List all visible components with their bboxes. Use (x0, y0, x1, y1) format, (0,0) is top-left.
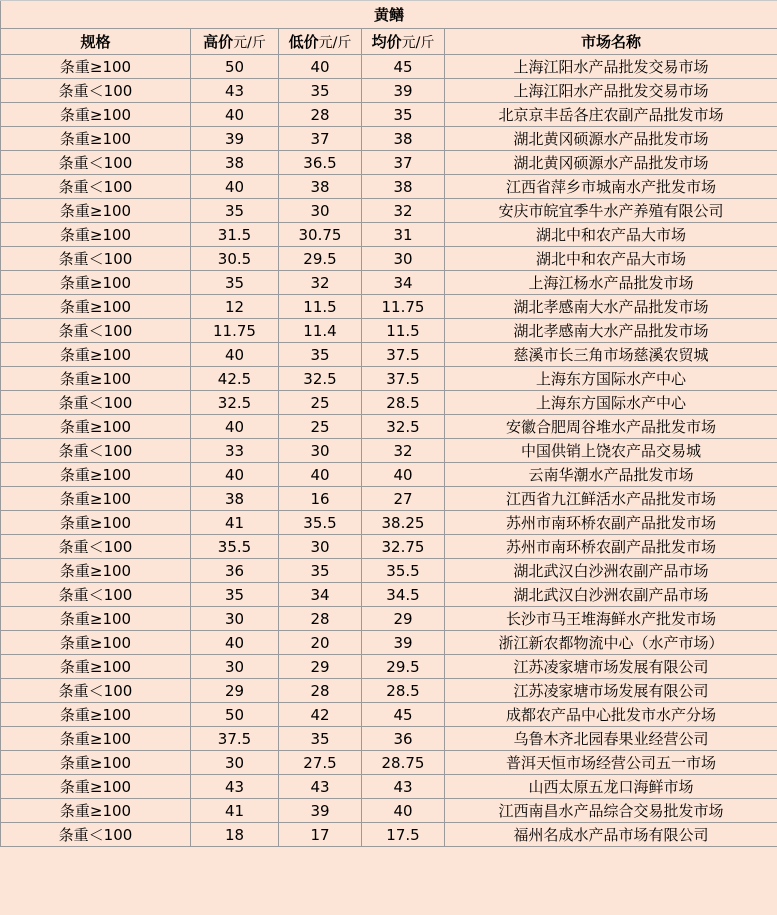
cell-high-price: 12 (191, 295, 279, 319)
cell-spec: 条重≥100 (1, 415, 191, 439)
cell-high-price: 40 (191, 103, 279, 127)
cell-low-price: 34 (279, 583, 362, 607)
cell-spec: 条重≥100 (1, 367, 191, 391)
table-row (1, 487, 777, 511)
cell-spec: 条重＜100 (1, 583, 191, 607)
cell-low-price: 29 (279, 655, 362, 679)
cell-low-price: 32 (279, 271, 362, 295)
table-row (1, 583, 777, 607)
table-row (1, 103, 777, 127)
cell-spec: 条重≥100 (1, 751, 191, 775)
cell-low-price: 28 (279, 103, 362, 127)
cell-market-name: 浙江新农都物流中心（水产市场） (445, 631, 777, 655)
cell-low-price: 35 (279, 343, 362, 367)
cell-spec: 条重＜100 (1, 175, 191, 199)
cell-low-price: 36.5 (279, 151, 362, 175)
cell-market-name: 湖北中和农产品大市场 (445, 223, 777, 247)
cell-market-name: 普洱天恒市场经营公司五一市场 (445, 751, 777, 775)
cell-market-name: 中国供销上饶农产品交易城 (445, 439, 777, 463)
table-row (1, 79, 777, 103)
cell-low-price: 35.5 (279, 511, 362, 535)
cell-market-name: 安徽合肥周谷堆水产品批发市场 (445, 415, 777, 439)
cell-spec: 条重≥100 (1, 559, 191, 583)
table-row (1, 343, 777, 367)
table-row (1, 391, 777, 415)
cell-high-price: 41 (191, 511, 279, 535)
cell-market-name: 湖北孝感南大水产品批发市场 (445, 319, 777, 343)
header-low-label: 低价 (288, 33, 319, 51)
cell-spec: 条重＜100 (1, 247, 191, 271)
table-title: 黄鳝 (1, 1, 777, 29)
table-row (1, 607, 777, 631)
cell-market-name: 湖北武汉白沙洲农副产品市场 (445, 583, 777, 607)
cell-spec: 条重≥100 (1, 655, 191, 679)
cell-avg-price: 37.5 (362, 367, 445, 391)
cell-high-price: 42.5 (191, 367, 279, 391)
table-row (1, 799, 777, 823)
cell-market-name: 湖北中和农产品大市场 (445, 247, 777, 271)
cell-avg-price: 43 (362, 775, 445, 799)
table-row (1, 655, 777, 679)
cell-high-price: 35 (191, 271, 279, 295)
cell-high-price: 30 (191, 655, 279, 679)
cell-market-name: 长沙市马王堆海鲜水产批发市场 (445, 607, 777, 631)
cell-high-price: 40 (191, 631, 279, 655)
table-row (1, 295, 777, 319)
cell-avg-price: 17.5 (362, 823, 445, 847)
cell-high-price: 31.5 (191, 223, 279, 247)
table-row (1, 367, 777, 391)
header-avg (362, 29, 445, 55)
cell-spec: 条重＜100 (1, 679, 191, 703)
cell-avg-price: 34.5 (362, 583, 445, 607)
cell-market-name: 江西南昌水产品综合交易批发市场 (445, 799, 777, 823)
cell-low-price: 20 (279, 631, 362, 655)
cell-spec: 条重≥100 (1, 343, 191, 367)
cell-high-price: 33 (191, 439, 279, 463)
cell-low-price: 35 (279, 559, 362, 583)
cell-high-price: 39 (191, 127, 279, 151)
table-row (1, 679, 777, 703)
cell-spec: 条重＜100 (1, 535, 191, 559)
cell-low-price: 37 (279, 127, 362, 151)
cell-low-price: 30 (279, 535, 362, 559)
cell-spec: 条重≥100 (1, 631, 191, 655)
cell-high-price: 35 (191, 199, 279, 223)
cell-market-name: 江西省萍乡市城南水产批发市场 (445, 175, 777, 199)
cell-avg-price: 39 (362, 631, 445, 655)
cell-spec: 条重≥100 (1, 703, 191, 727)
cell-market-name: 湖北孝感南大水产品批发市场 (445, 295, 777, 319)
cell-spec: 条重＜100 (1, 823, 191, 847)
cell-spec: 条重≥100 (1, 607, 191, 631)
cell-market-name: 苏州市南环桥农副产品批发市场 (445, 511, 777, 535)
table-row (1, 511, 777, 535)
cell-market-name: 山西太原五龙口海鲜市场 (445, 775, 777, 799)
cell-avg-price: 32.5 (362, 415, 445, 439)
cell-avg-price: 45 (362, 55, 445, 79)
table-row (1, 823, 777, 847)
cell-high-price: 40 (191, 463, 279, 487)
cell-market-name: 成都农产品中心批发市水产分场 (445, 703, 777, 727)
cell-market-name: 福州名成水产品市场有限公司 (445, 823, 777, 847)
table-row (1, 175, 777, 199)
header-high-label: 高价 (203, 33, 234, 51)
cell-high-price: 40 (191, 343, 279, 367)
cell-spec: 条重＜100 (1, 439, 191, 463)
cell-high-price: 30.5 (191, 247, 279, 271)
cell-high-price: 35 (191, 583, 279, 607)
cell-low-price: 35 (279, 727, 362, 751)
cell-avg-price: 29 (362, 607, 445, 631)
table-row (1, 439, 777, 463)
cell-avg-price: 37.5 (362, 343, 445, 367)
cell-avg-price: 38 (362, 175, 445, 199)
cell-low-price: 30 (279, 439, 362, 463)
cell-low-price: 30.75 (279, 223, 362, 247)
cell-low-price: 17 (279, 823, 362, 847)
cell-market-name: 上海东方国际水产中心 (445, 391, 777, 415)
table-row (1, 151, 777, 175)
cell-avg-price: 37 (362, 151, 445, 175)
cell-avg-price: 28.75 (362, 751, 445, 775)
cell-avg-price: 34 (362, 271, 445, 295)
cell-market-name: 慈溪市长三角市场慈溪农贸城 (445, 343, 777, 367)
cell-market-name: 江苏凌家塘市场发展有限公司 (445, 655, 777, 679)
cell-spec: 条重≥100 (1, 55, 191, 79)
cell-low-price: 39 (279, 799, 362, 823)
cell-spec: 条重≥100 (1, 103, 191, 127)
cell-low-price: 27.5 (279, 751, 362, 775)
cell-spec: 条重＜100 (1, 79, 191, 103)
cell-avg-price: 32.75 (362, 535, 445, 559)
table-row (1, 535, 777, 559)
cell-market-name: 上海江阳水产品批发交易市场 (445, 79, 777, 103)
header-low-unit: 元/斤 (318, 35, 352, 51)
cell-avg-price: 45 (362, 703, 445, 727)
cell-high-price: 50 (191, 55, 279, 79)
cell-market-name: 湖北黄冈硕源水产品批发市场 (445, 151, 777, 175)
table-row (1, 559, 777, 583)
cell-high-price: 11.75 (191, 319, 279, 343)
cell-avg-price: 38.25 (362, 511, 445, 535)
cell-market-name: 江苏凌家塘市场发展有限公司 (445, 679, 777, 703)
cell-low-price: 40 (279, 55, 362, 79)
table-row (1, 223, 777, 247)
cell-low-price: 25 (279, 415, 362, 439)
cell-avg-price: 32 (362, 199, 445, 223)
cell-spec: 条重≥100 (1, 511, 191, 535)
cell-spec: 条重≥100 (1, 799, 191, 823)
cell-avg-price: 36 (362, 727, 445, 751)
cell-avg-price: 28.5 (362, 391, 445, 415)
table-row (1, 247, 777, 271)
cell-market-name: 北京京丰岳各庄农副产品批发市场 (445, 103, 777, 127)
cell-high-price: 40 (191, 415, 279, 439)
cell-avg-price: 40 (362, 463, 445, 487)
cell-low-price: 30 (279, 199, 362, 223)
cell-market-name: 江西省九江鲜活水产品批发市场 (445, 487, 777, 511)
header-avg-unit: 元/斤 (401, 35, 435, 51)
cell-avg-price: 40 (362, 799, 445, 823)
cell-low-price: 29.5 (279, 247, 362, 271)
cell-avg-price: 28.5 (362, 679, 445, 703)
table-row (1, 631, 777, 655)
cell-high-price: 37.5 (191, 727, 279, 751)
cell-market-name: 苏州市南环桥农副产品批发市场 (445, 535, 777, 559)
cell-market-name: 上海东方国际水产中心 (445, 367, 777, 391)
cell-avg-price: 29.5 (362, 655, 445, 679)
header-market: 市场名称 (445, 29, 777, 55)
cell-high-price: 50 (191, 703, 279, 727)
table-row (1, 271, 777, 295)
cell-market-name: 上海江杨水产品批发市场 (445, 271, 777, 295)
table-row (1, 415, 777, 439)
cell-low-price: 11.4 (279, 319, 362, 343)
table-row (1, 463, 777, 487)
cell-spec: 条重≥100 (1, 487, 191, 511)
cell-low-price: 43 (279, 775, 362, 799)
cell-high-price: 36 (191, 559, 279, 583)
header-low (279, 29, 362, 55)
cell-low-price: 32.5 (279, 367, 362, 391)
cell-high-price: 18 (191, 823, 279, 847)
cell-avg-price: 35 (362, 103, 445, 127)
cell-high-price: 32.5 (191, 391, 279, 415)
cell-market-name: 云南华潮水产品批发市场 (445, 463, 777, 487)
cell-high-price: 29 (191, 679, 279, 703)
cell-market-name: 湖北武汉白沙洲农副产品市场 (445, 559, 777, 583)
cell-market-name: 上海江阳水产品批发交易市场 (445, 55, 777, 79)
cell-high-price: 40 (191, 175, 279, 199)
cell-avg-price: 31 (362, 223, 445, 247)
cell-avg-price: 30 (362, 247, 445, 271)
table-title-row (1, 1, 777, 29)
cell-low-price: 11.5 (279, 295, 362, 319)
cell-avg-price: 11.5 (362, 319, 445, 343)
cell-spec: 条重≥100 (1, 775, 191, 799)
header-avg-label: 均价 (371, 33, 402, 51)
cell-avg-price: 35.5 (362, 559, 445, 583)
table-row (1, 703, 777, 727)
cell-high-price: 38 (191, 151, 279, 175)
table-row (1, 127, 777, 151)
header-spec: 规格 (1, 29, 191, 55)
cell-spec: 条重≥100 (1, 127, 191, 151)
table-row (1, 199, 777, 223)
cell-spec: 条重≥100 (1, 271, 191, 295)
cell-high-price: 38 (191, 487, 279, 511)
table-row (1, 55, 777, 79)
cell-spec: 条重≥100 (1, 223, 191, 247)
cell-avg-price: 39 (362, 79, 445, 103)
cell-avg-price: 27 (362, 487, 445, 511)
table-row (1, 319, 777, 343)
cell-spec: 条重≥100 (1, 295, 191, 319)
cell-avg-price: 32 (362, 439, 445, 463)
cell-avg-price: 11.75 (362, 295, 445, 319)
header-row (1, 29, 777, 55)
cell-high-price: 43 (191, 775, 279, 799)
table-row (1, 751, 777, 775)
table-row (1, 775, 777, 799)
cell-spec: 条重≥100 (1, 727, 191, 751)
cell-spec: 条重≥100 (1, 199, 191, 223)
cell-low-price: 16 (279, 487, 362, 511)
cell-avg-price: 38 (362, 127, 445, 151)
cell-low-price: 28 (279, 607, 362, 631)
cell-spec: 条重＜100 (1, 151, 191, 175)
cell-high-price: 30 (191, 607, 279, 631)
cell-low-price: 42 (279, 703, 362, 727)
header-high-unit: 元/斤 (233, 35, 266, 51)
cell-low-price: 40 (279, 463, 362, 487)
cell-high-price: 41 (191, 799, 279, 823)
table-row (1, 727, 777, 751)
cell-low-price: 38 (279, 175, 362, 199)
cell-high-price: 43 (191, 79, 279, 103)
cell-market-name: 乌鲁木齐北园春果业经营公司 (445, 727, 777, 751)
cell-low-price: 25 (279, 391, 362, 415)
cell-high-price: 35.5 (191, 535, 279, 559)
cell-spec: 条重＜100 (1, 319, 191, 343)
cell-market-name: 湖北黄冈硕源水产品批发市场 (445, 127, 777, 151)
cell-high-price: 30 (191, 751, 279, 775)
cell-low-price: 35 (279, 79, 362, 103)
cell-spec: 条重＜100 (1, 391, 191, 415)
cell-spec: 条重≥100 (1, 463, 191, 487)
cell-market-name: 安庆市皖宜季牛水产养殖有限公司 (445, 199, 777, 223)
header-high (191, 29, 279, 55)
cell-low-price: 28 (279, 679, 362, 703)
